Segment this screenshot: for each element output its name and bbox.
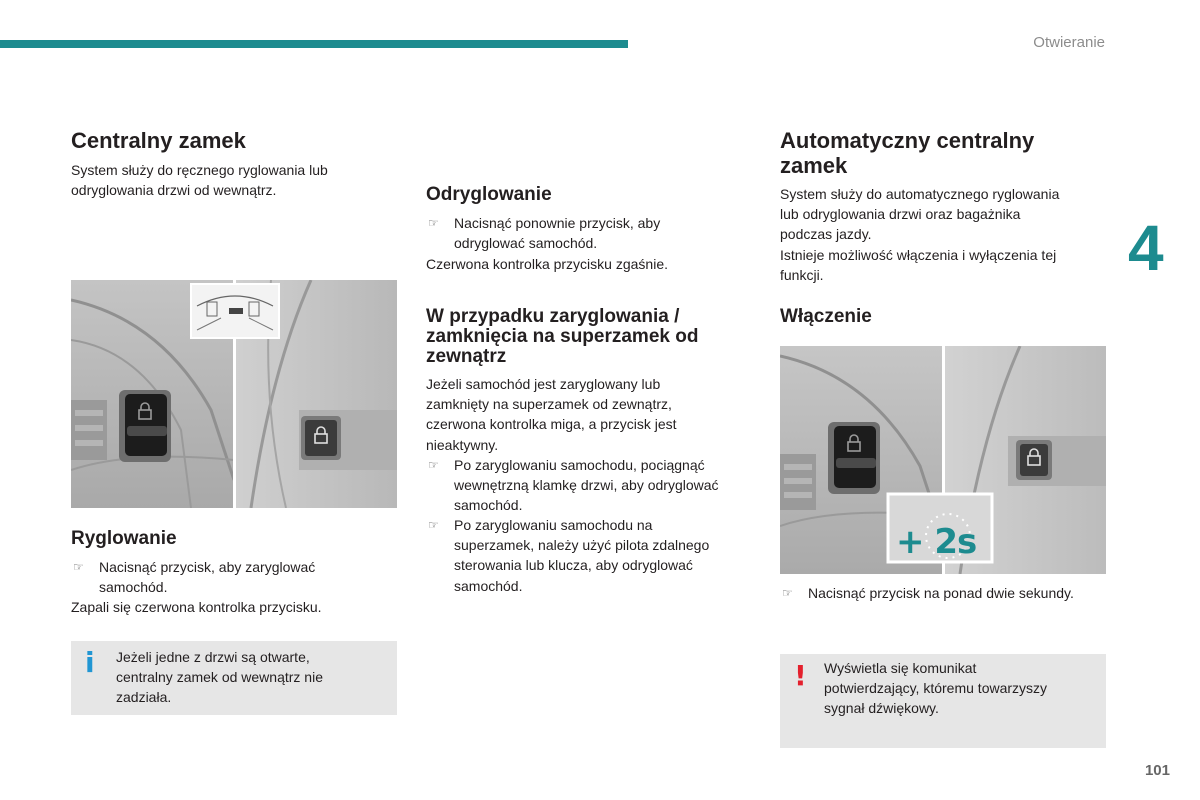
info-note-box	[71, 641, 397, 715]
superlock-bullet-1: ☞ Po zaryglowaniu samochodu, pociągnąć wewnętrzną klamkę drzwi, aby odryglować samochód.	[428, 457, 719, 514]
superlock-bullet-2: ☞ Po zaryglowaniu samochodu na superzamek, należy użyć pilota zdalnego sterowania lub klucza, aby odryglować samochód.	[428, 517, 710, 594]
locking-bullet: ☞ Nacisnąć przycisk, aby zaryglować samochód.	[73, 559, 316, 596]
bullet-marker-icon: ☞	[782, 586, 793, 600]
central-locking-button-photo	[71, 280, 397, 508]
automatic-locking-intro: System służy do automatycznego ryglowania lub odryglowania drzwi oraz bagażnika podczas jazdy. Istnieje możliwość włączenia i wyłączenia tej funkcji.	[780, 186, 1060, 283]
superlock-intro: Jeżeli samochód jest zaryglowany lub zamknięty na superzamek od zewnątrz, czerwona kontrolka miga, a przycisk jest nieaktywny.	[426, 376, 677, 453]
heading-enable: Włączenie	[780, 306, 872, 327]
info-note-text: Jeżeli jedne z drzwi są otwarte, centralny zamek od wewnątrz nie zadziała.	[116, 649, 323, 706]
warning-note-box	[780, 654, 1106, 748]
header-accent-bar	[0, 40, 628, 48]
info-icon: i	[85, 646, 95, 679]
heading-superlock: W przypadku zaryglowania / zamknięcia na superzamek od zewnątrz	[426, 306, 699, 367]
locking-after-text: Zapali się czerwona kontrolka przycisku.	[71, 599, 322, 615]
bullet-marker-icon: ☞	[73, 560, 84, 574]
central-locking-intro: System służy do ręcznego ryglowania lub odryglowania drzwi od wewnątrz.	[71, 162, 328, 199]
title-automatic-central-locking: Automatyczny centralny zamek	[780, 128, 1035, 178]
warning-note-text: Wyświetla się komunikat potwierdzający, któremu towarzyszy sygnał dźwiękowy.	[824, 660, 1048, 717]
unlocking-bullet: ☞ Nacisnąć ponownie przycisk, aby odryglować samochód.	[428, 215, 661, 252]
section-name: Otwieranie	[1033, 34, 1105, 51]
page-number: 101	[1144, 762, 1170, 779]
unlocking-after-text: Czerwona kontrolka przycisku zgaśnie.	[426, 256, 668, 272]
bullet-marker-icon: ☞	[428, 518, 439, 532]
warning-icon: !	[794, 659, 807, 692]
automatic-locking-button-photo	[780, 346, 1106, 574]
heading-unlocking: Odryglowanie	[426, 184, 552, 205]
press-duration-label: + 2s	[896, 522, 977, 562]
title-central-locking: Centralny zamek	[71, 128, 246, 153]
heading-locking: Ryglowanie	[71, 528, 177, 549]
enable-bullet: ☞ Nacisnąć przycisk na ponad dwie sekundy.	[780, 583, 1074, 603]
bullet-marker-icon: ☞	[428, 216, 439, 230]
chapter-number: 4	[1128, 212, 1164, 284]
bullet-marker-icon: ☞	[428, 458, 439, 472]
